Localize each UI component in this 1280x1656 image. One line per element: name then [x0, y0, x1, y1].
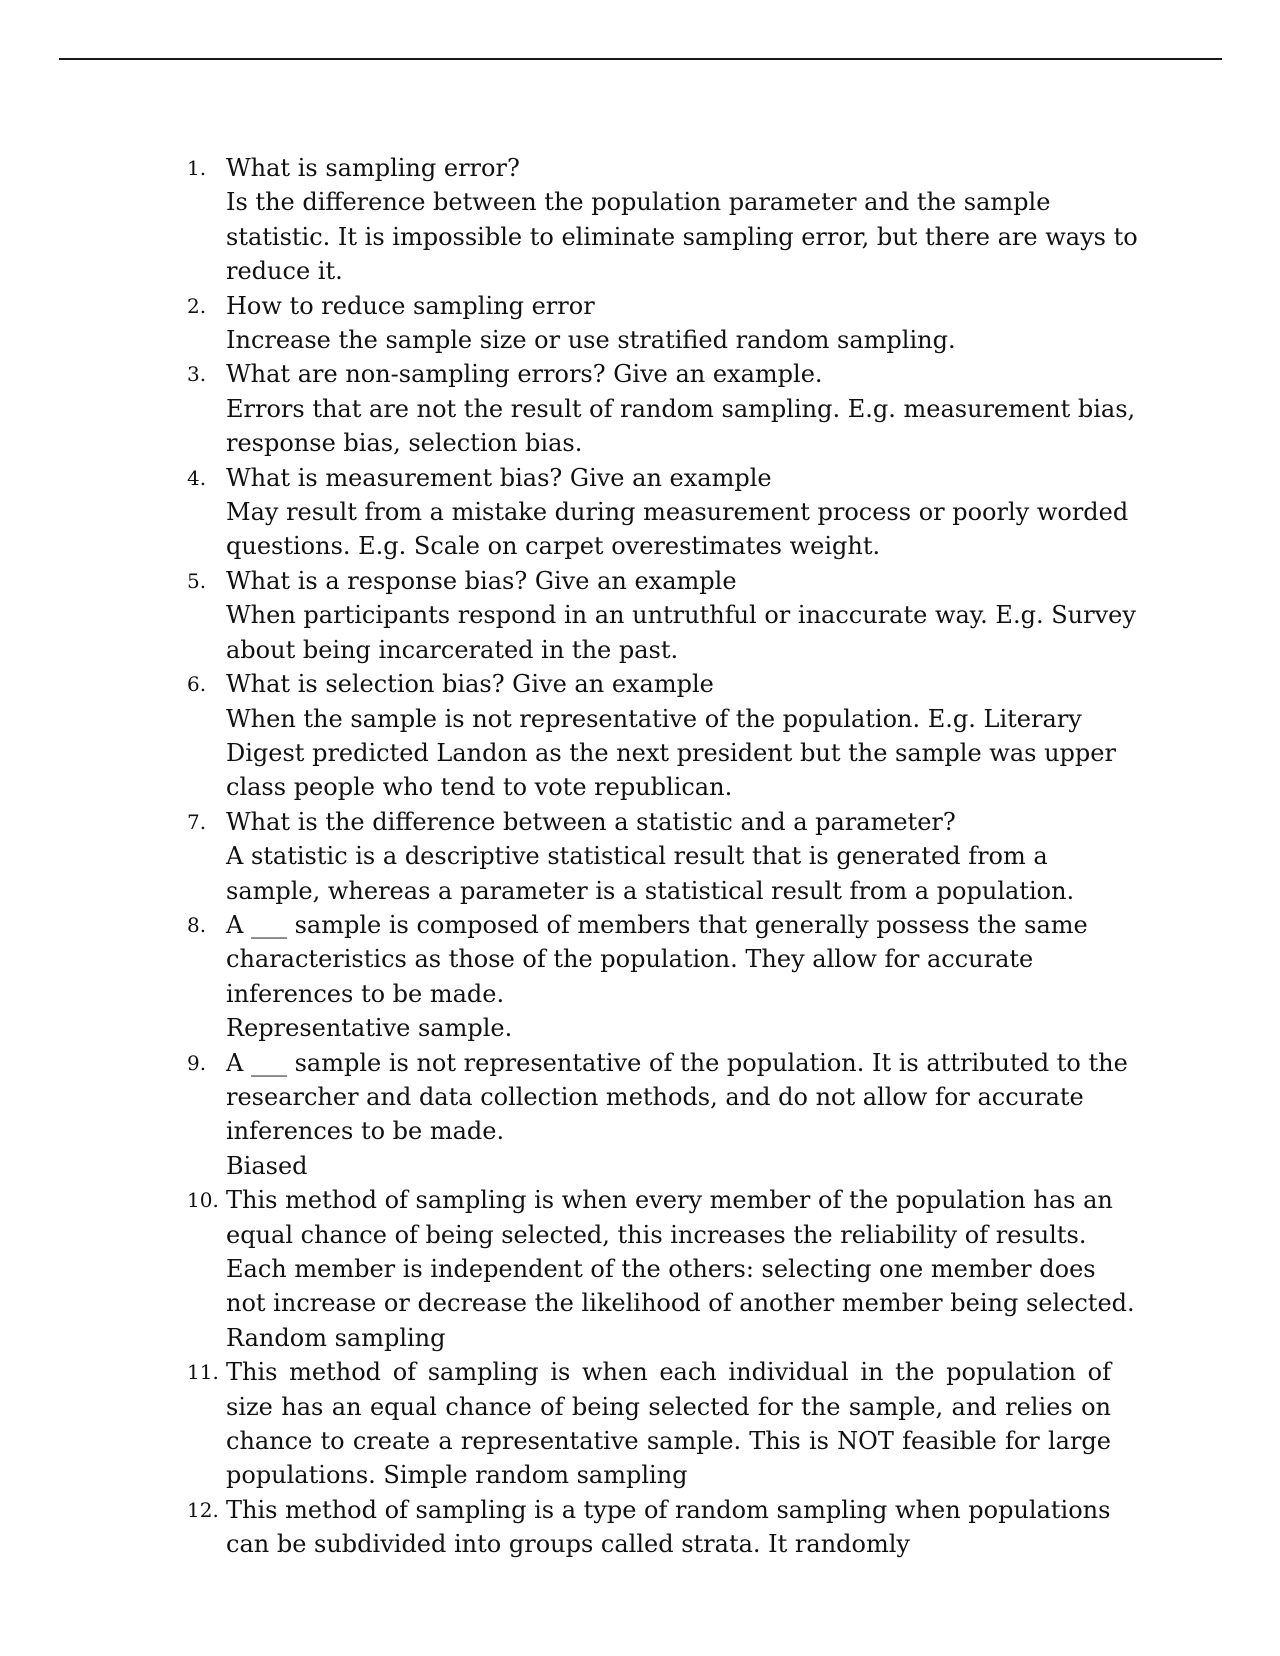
list-item — [180, 1493, 1140, 1562]
item-number: 11. — [187, 1360, 219, 1385]
item-number: 10. — [187, 1188, 219, 1213]
list-item — [180, 1046, 1140, 1184]
answer-text: A statistic is a descriptive statistical result that is generated from a sample, whereas a parameter is a statistical result from a population. — [226, 842, 1075, 905]
question-text: What is a response bias? Give an example — [226, 566, 737, 595]
answer-text: Representative sample. — [226, 1014, 513, 1043]
answer-text: Errors that are not the result of random sampling. E.g. measurement bias, response bias, selection bias. — [226, 394, 1136, 458]
item-number: 3. — [187, 362, 207, 387]
item-number: 4. — [187, 465, 207, 490]
list-item — [180, 1355, 1140, 1493]
question-text: This method of sampling is a type of random sampling when populations can be subdivided into groups called strata. It randomly — [226, 1495, 1111, 1559]
list-item — [180, 805, 1140, 908]
list-item — [180, 151, 1140, 289]
list-item — [180, 357, 1140, 460]
answer-text: May result from a mistake during measurement process or poorly worded questions. E.g. Scale on carpet overestimates weight. — [226, 498, 1129, 561]
item-number: 2. — [187, 293, 207, 318]
item-number: 5. — [187, 568, 207, 593]
answer-text: Increase the sample size or use stratified random sampling. — [226, 326, 956, 355]
item-number: 6. — [187, 672, 207, 697]
item-number: 12. — [187, 1497, 219, 1522]
question-text: What is sampling error? — [226, 154, 520, 182]
question-text: How to reduce sampling error — [226, 291, 595, 320]
question-list — [180, 151, 1140, 1562]
list-item — [180, 461, 1140, 564]
question-text: A ___ sample is not representative of the population. It is attributed to the researcher and data collection methods, and do not allow for accurate inferences to be made. — [226, 1048, 1128, 1146]
item-number: 1. — [187, 156, 207, 180]
list-item — [180, 667, 1140, 805]
question-text: This method of sampling is when every member of the population has an equal chance of being selected, this increases the reliability of results. Each member is independent of the others: selecting one member does not increase or decrease the likelihood of another member being selected. Random sampling — [226, 1186, 1135, 1352]
question-text: What is the difference between a statistic and a parameter? — [226, 807, 956, 836]
question-text: A ___ sample is composed of members that generally possess the same characteristics as those of the population. They allow for accurate inferences to be made. — [226, 910, 1088, 1008]
list-item — [180, 564, 1140, 667]
question-text: What is selection bias? Give an example — [226, 670, 714, 699]
header-rule — [59, 58, 1222, 60]
list-item — [180, 289, 1140, 358]
answer-text: When participants respond in an untruthful or inaccurate way. E.g. Survey about being incarcerated in the past. — [226, 601, 1136, 664]
item-number: 7. — [187, 809, 207, 834]
question-text: What are non-sampling errors? Give an example. — [226, 360, 823, 389]
answer-text: When the sample is not representative of the population. E.g. Literary Digest predicted Landon as the next president but the sample was upper class people who tend to vote republican. — [226, 704, 1116, 802]
question-text: What is measurement bias? Give an example — [226, 463, 772, 492]
question-text: This method of sampling is when each individual in the population of size has an equal chance of being selected for the sample, and relies on chance to create a representative sample. This is NOT feasible for large populations. Simple random sampling — [226, 1358, 1111, 1490]
list-item — [180, 1183, 1140, 1355]
item-number: 9. — [187, 1050, 207, 1075]
answer-text: Is the difference between the population parameter and the sample statistic. It is impossible to eliminate sampling error, but there are ways to reduce it. — [226, 188, 1138, 286]
list-item — [180, 908, 1140, 1046]
answer-text: Biased — [226, 1151, 308, 1180]
item-number: 8. — [187, 912, 207, 937]
